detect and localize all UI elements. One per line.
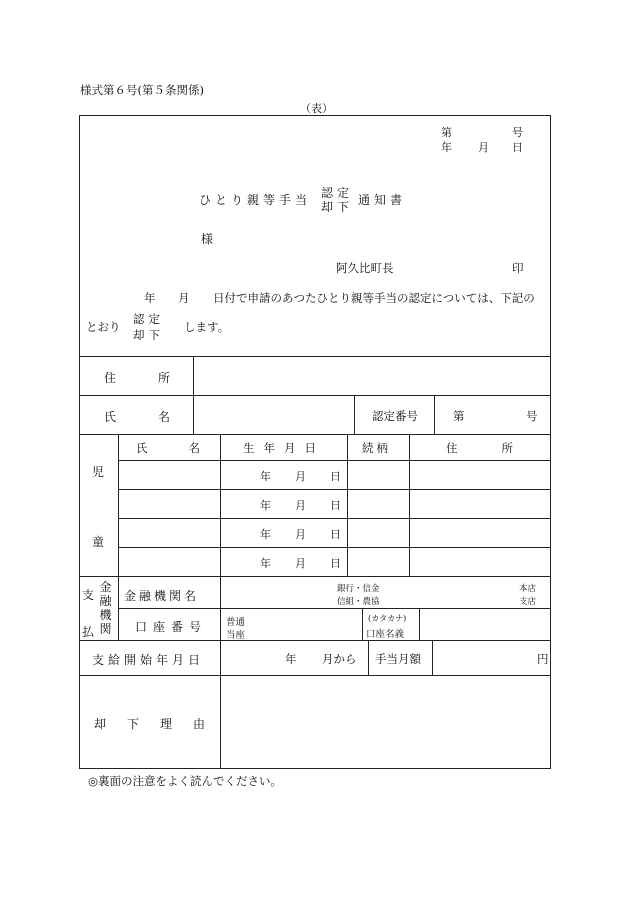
notice-date-month: 月: [478, 141, 489, 154]
notice-title-right: 通知書: [358, 193, 407, 207]
rule: [118, 608, 551, 609]
child-birth-year: 年: [260, 470, 271, 483]
rule: [79, 356, 551, 357]
payment-label-bottom: 払: [82, 625, 95, 639]
child-birth-day: 日: [330, 557, 341, 570]
bank-types-2: 信組・農協: [337, 597, 380, 607]
form-number: 様式第６号(第５条関係): [80, 83, 204, 97]
child-label-bottom: 童: [92, 535, 105, 549]
branch-main: 本店: [519, 584, 537, 594]
account-holder-label: 口座名義: [366, 629, 405, 640]
rule: [79, 640, 551, 641]
side-label: （表）: [300, 102, 333, 115]
child-header-address: 住所: [446, 441, 557, 455]
yen-unit: 円: [537, 652, 549, 666]
child-birth-day: 日: [330, 499, 341, 512]
child-header-relation: 続柄: [362, 441, 391, 455]
notice-date-year: 年: [441, 141, 452, 154]
seal-mark: 印: [512, 261, 524, 275]
footer-note: ◎裏面の注意をよく読んでください。: [88, 774, 283, 788]
child-header-name: 氏名: [136, 441, 241, 455]
child-birth-month: 月: [295, 499, 306, 512]
rule: [118, 547, 551, 548]
branch-sub: 支店: [519, 597, 537, 607]
address-label: 住所: [104, 371, 213, 385]
issuer: 阿久比町長: [336, 261, 394, 275]
account-type-ordinary: 普通: [226, 617, 246, 628]
katakana-note: (カタカナ): [368, 614, 407, 623]
rejection-reason-label: 却下理由: [94, 717, 227, 731]
rule: [434, 395, 435, 434]
child-birth-day: 日: [330, 470, 341, 483]
bank-name-label: 金融機関名: [124, 589, 200, 603]
rule: [79, 576, 551, 577]
body-year: 年: [144, 291, 156, 305]
body-line-2-prefix: とおり: [86, 320, 121, 334]
body-line-1: 日付で申請のあつたひとり親等手当の認定については、下記の: [213, 291, 535, 305]
cert-number-prefix: 第: [453, 409, 465, 423]
start-year: 年: [285, 652, 297, 666]
addressee-suffix: 様: [201, 232, 214, 246]
cert-number-label: 認定番号: [372, 409, 418, 423]
child-label-top: 児: [92, 465, 105, 479]
rule: [118, 434, 119, 640]
rule: [118, 460, 551, 461]
rule: [79, 434, 551, 435]
payment-label-bank: 金融機関: [99, 580, 112, 636]
child-birth-month: 月: [295, 470, 306, 483]
bank-types-1: 銀行・信金: [337, 584, 380, 594]
account-type-current: 当座: [226, 630, 246, 641]
rule: [368, 640, 369, 675]
rule: [118, 489, 551, 490]
rule: [79, 395, 551, 396]
notice-title-left: ひとり親等手当: [199, 193, 312, 207]
start-month-from: 月から: [322, 652, 357, 666]
child-birth-year: 年: [260, 499, 271, 512]
notice-title-option-approve: 認定: [321, 186, 354, 200]
notice-number-prefix: 第: [441, 126, 452, 139]
account-number-label: 口座番号: [135, 620, 208, 634]
rule: [362, 608, 363, 640]
notice-title-option-reject: 却下: [321, 200, 354, 214]
cert-number-suffix: 号: [526, 409, 538, 423]
name-label: 氏名: [104, 410, 213, 424]
child-birth-day: 日: [330, 528, 341, 541]
body-month: 月: [178, 291, 190, 305]
child-birth-year: 年: [260, 528, 271, 541]
body-line-2-suffix: します。: [184, 320, 230, 334]
notice-date-day: 日: [512, 141, 523, 154]
child-birth-month: 月: [295, 528, 306, 541]
child-birth-year: 年: [260, 557, 271, 570]
rule: [409, 434, 410, 576]
notice-number-suffix: 号: [512, 126, 523, 139]
rule: [118, 518, 551, 519]
child-birth-month: 月: [295, 557, 306, 570]
body-option-approve: 認定: [133, 312, 164, 326]
rule: [79, 675, 551, 676]
rule: [354, 395, 355, 434]
monthly-amount-label: 手当月額: [375, 652, 421, 666]
rule: [432, 640, 433, 675]
body-option-reject: 却下: [133, 328, 164, 342]
payment-label-top: 支: [82, 588, 95, 602]
start-date-label: 支給開始年月日: [92, 653, 205, 667]
rule: [347, 434, 348, 576]
child-header-birth: 生年月日: [243, 441, 325, 455]
rule: [419, 608, 420, 640]
